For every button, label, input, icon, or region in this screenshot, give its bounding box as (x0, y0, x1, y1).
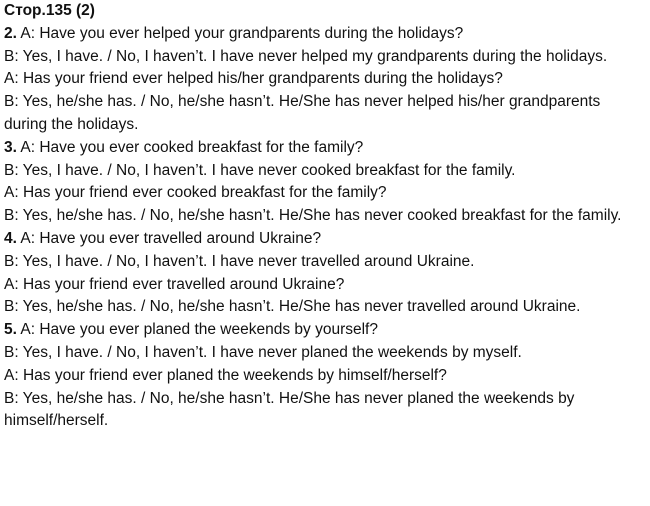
answer-text: B: Yes, he/she has. / No, he/she hasn’t. He/She has never travelled around Ukraine. (4, 298, 581, 316)
exercise-line (4, 319, 646, 342)
exercise-3 (4, 137, 646, 228)
exercise-number: 4. (4, 229, 17, 247)
answer-text: B: Yes, he/she has. / No, he/she hasn’t. He/She has never cooked breakfast for the family. (4, 207, 622, 225)
answer-text: B: Yes, I have. / No, I haven’t. I have never cooked breakfast for the family. (4, 161, 516, 179)
answer-document (4, 0, 646, 433)
question-text: A: Have you ever planed the weekends by yourself? (20, 321, 378, 339)
answer-text: B: Yes, I have. / No, I haven’t. I have never planed the weekends by myself. (4, 343, 522, 361)
question-text: A: Have you ever travelled around Ukraine? (20, 229, 322, 247)
exercise-2 (4, 23, 646, 137)
exercise-5 (4, 319, 646, 433)
exercise-4 (4, 228, 646, 319)
exercise-number: 5. (4, 321, 17, 339)
exercise-number: 3. (4, 138, 17, 156)
exercise-line (4, 23, 646, 46)
answer-text: B: Yes, I have. / No, I haven’t. I have never travelled around Ukraine. (4, 252, 475, 270)
question-text: A: Has your friend ever cooked breakfast for the family? (4, 184, 387, 202)
question-text: A: Has your friend ever planed the weekends by himself/herself? (4, 366, 447, 384)
question-text: A: Have you ever cooked breakfast for the family? (20, 138, 364, 156)
exercise-number: 2. (4, 24, 17, 42)
question-text: A: Has your friend ever helped his/her grandparents during the holidays? (4, 70, 503, 88)
question-text: A: Have you ever helped your grandparents during the holidays? (20, 24, 464, 42)
exercise-line (4, 228, 646, 251)
exercise-line (4, 137, 646, 160)
answer-text: B: Yes, he/she has. / No, he/she hasn’t. He/She has never planed the weekends by himself/herself. (4, 389, 575, 430)
page-heading: Стор.135 (2) (4, 2, 95, 19)
answer-text: B: Yes, I have. / No, I haven’t. I have never helped my grandparents during the holidays. (4, 47, 608, 65)
question-text: A: Has your friend ever travelled around Ukraine? (4, 275, 345, 293)
answer-text: B: Yes, he/she has. / No, he/she hasn’t. He/She has never helped his/her grandparents during the holidays. (4, 93, 601, 133)
